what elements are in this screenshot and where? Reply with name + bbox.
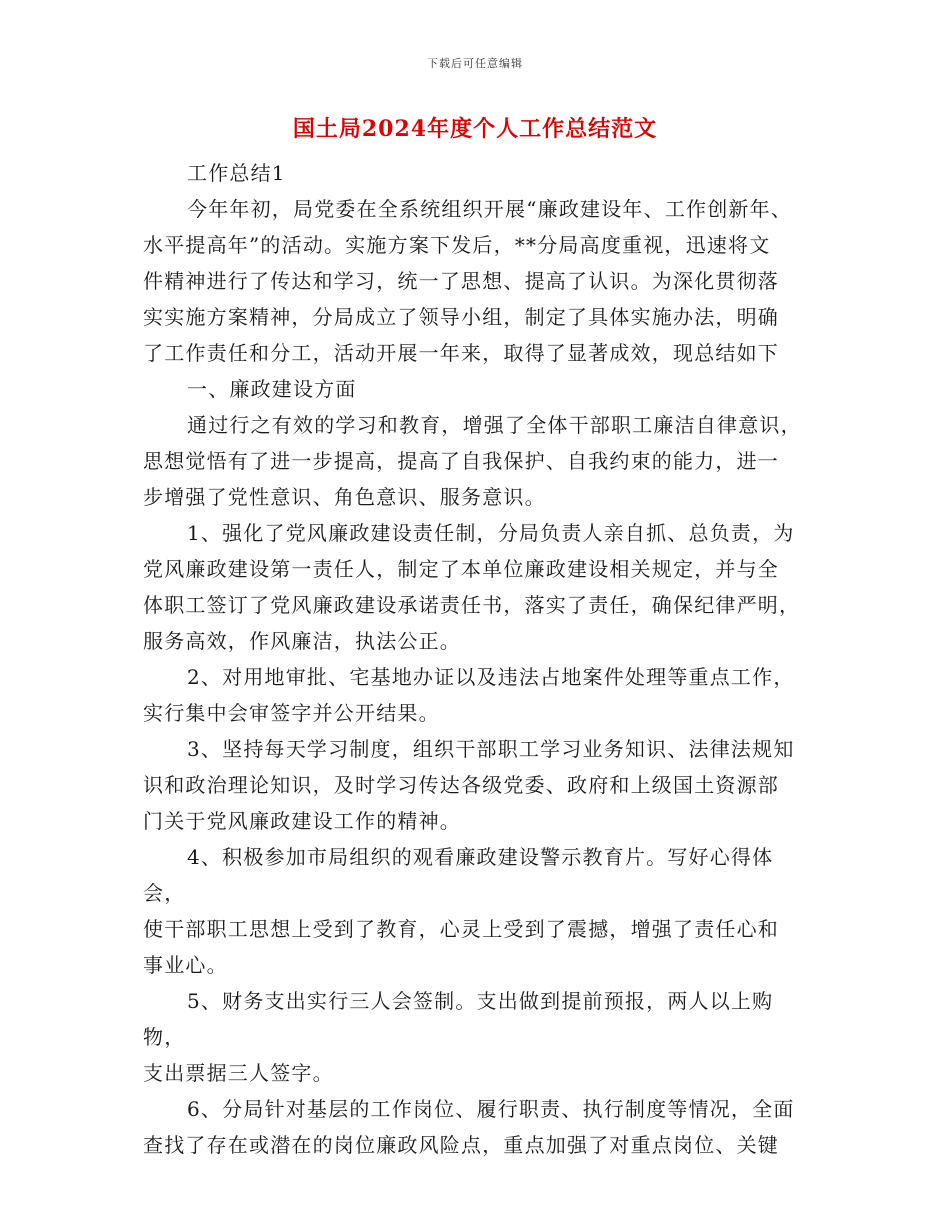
paragraph-line: 实实施方案精神，分局成立了领导小组，制定了具体实施办法，明确 — [143, 305, 779, 329]
paragraph-line: 步增强了党性意识、角色意识、服务意识。 — [143, 485, 546, 509]
paragraph-line: 5、财务支出实行三人会签制。支出做到提前预报，两人以上购物， — [143, 989, 774, 1049]
paragraph-line: 思想觉悟有了进一步提高，提高了自我保护、自我约束的能力，进一 — [143, 449, 779, 473]
paragraph-line: 通过行之有效的学习和教育，增强了全体干部职工廉洁自律意识， — [187, 413, 802, 437]
paragraph-line: 服务高效，作风廉洁，执法公正。 — [143, 629, 461, 653]
paragraph-line: 3、坚持每天学习制度，组织干部职工学习业务知识、法律法规知 — [187, 737, 795, 761]
paragraph-line: 水平提高年”的活动。实施方案下发后，**分局高度重视，迅速将文 — [143, 233, 771, 257]
paragraph-line: 实行集中会审签字并公开结果。 — [143, 701, 440, 725]
paragraph-line: 一、廉政建设方面 — [187, 377, 357, 401]
paragraph-line: 今年年初，局党委在全系统组织开展“廉政建设年、工作创新年、 — [187, 197, 793, 221]
paragraph-line: 体职工签订了党风廉政建设承诺责任书，落实了责任，确保纪律严明， — [143, 593, 801, 617]
paragraph-line: 门关于党风廉政建设工作的精神。 — [143, 809, 461, 833]
document-title: 国土局2024年度个人工作总结范文 — [292, 116, 658, 142]
paragraph-line: 事业心。 — [143, 953, 228, 977]
paragraph-line: 识和政治理论知识，及时学习传达各级党委、政府和上级国土资源部 — [143, 773, 779, 797]
paragraph-line: 党风廉政建设第一责任人，制定了本单位廉政建设相关规定，并与全 — [143, 557, 779, 581]
paragraph-line: 2、对用地审批、宅基地办证以及违法占地案件处理等重点工作， — [187, 665, 795, 689]
header-note: 下载后可任意编辑 — [427, 57, 523, 70]
paragraph-line: 查找了存在或潜在的岗位廉政风险点，重点加强了对重点岗位、关键 — [143, 1133, 779, 1157]
paragraph-line: 工作总结1 — [187, 161, 286, 185]
document-body — [143, 155, 813, 1163]
paragraph-line: 件精神进行了传达和学习，统一了思想、提高了认识。为深化贯彻落 — [143, 269, 779, 293]
paragraph-line: 了工作责任和分工，活动开展一年来，取得了显著成效，现总结如下 — [143, 341, 779, 365]
paragraph-line: 6、分局针对基层的工作岗位、履行职责、执行制度等情况，全面 — [187, 1097, 795, 1121]
paragraph-line: 4、积极参加市局组织的观看廉政建设警示教育片。写好心得体会， — [143, 845, 774, 905]
paragraph-line: 使干部职工思想上受到了教育，心灵上受到了震撼，增强了责任心和 — [143, 917, 779, 941]
paragraph-line: 支出票据三人签字。 — [143, 1061, 334, 1085]
paragraph-line: 1、强化了党风廉政建设责任制，分局负责人亲自抓、总负责，为 — [187, 521, 795, 545]
